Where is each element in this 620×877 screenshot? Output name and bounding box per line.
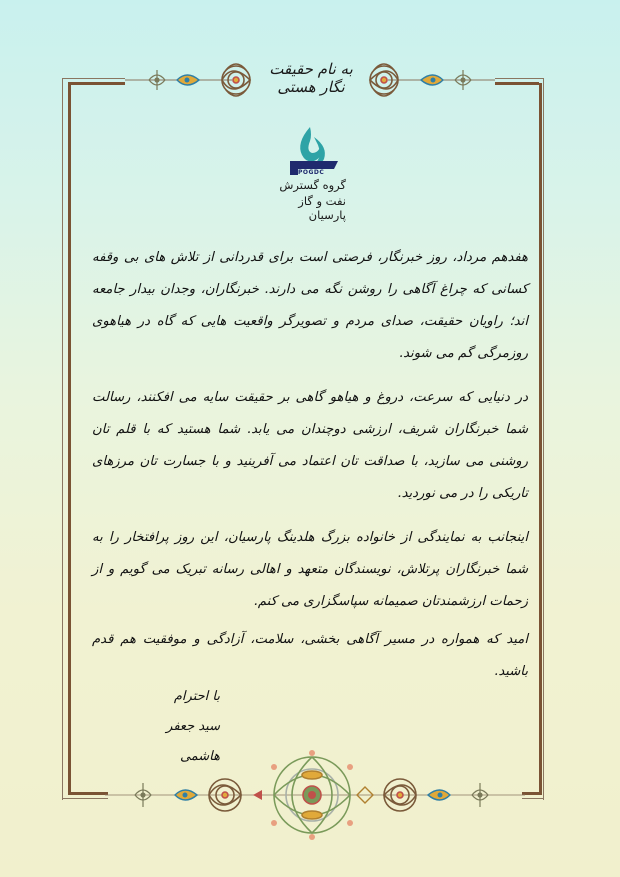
logo-acronym: POGDC: [298, 169, 325, 176]
logo-name-line1: گروه گسترش: [279, 178, 346, 192]
paragraph-1: هفدهم مرداد، روز خبرنگار، فرصتی است برای قدردانی از تلاش های بی وقفه کسانی که چراغ آگاهی را روشن نگه می دارند. خبرنگاران، وجدان بیدار جامعه اند؛ راویان حقیقت، صدای مردم و تصویرگر واقعیت هایی که گاه در هیاهوی روزمرگی گم می شوند.: [92, 250, 528, 361]
paragraph-2: در دنیایی که سرعت، دروغ و هیاهو گاهی بر حقیقت سایه می افکنند، رسالت شما خبرنگاران شریف، ارزشی دوچندان می یابد. شما هستید که با قلم تان روشنی می سازید، با صداقت تان اعتماد می آفرینید و با جسارت تان مرزهای تاریکی را در می نوردید.: [92, 390, 528, 501]
logo-name-line2: نفت و گاز پارسیان: [298, 194, 346, 222]
header-title: به نام حقیقت نگار هستی: [269, 60, 353, 96]
signatory: سید جعفر هاشمی: [166, 719, 220, 764]
paragraph-4: امید که همواره در مسیر آگاهی بخشی، سلامت، آزادگی و موفقیت هم قدم باشید.: [92, 632, 528, 679]
flame-logo-icon: [268, 125, 358, 175]
bottom-ornament-row: [0, 745, 620, 845]
paragraph-3: اینجانب به نمایندگی از خانواده بزرگ هلدینگ پارسیان، این روز پرافتخار را به شما خبرنگاران پرتلاش، نویسندگان متعهد و اهالی رسانه تبریک می گویم و از زحمات ارزشمندتان صمیمانه سپاسگزاری می کنم.: [92, 530, 528, 609]
bottom-ornament-icon: [0, 745, 620, 845]
letter-body: [92, 242, 528, 700]
salutation: با احترام: [173, 689, 220, 704]
